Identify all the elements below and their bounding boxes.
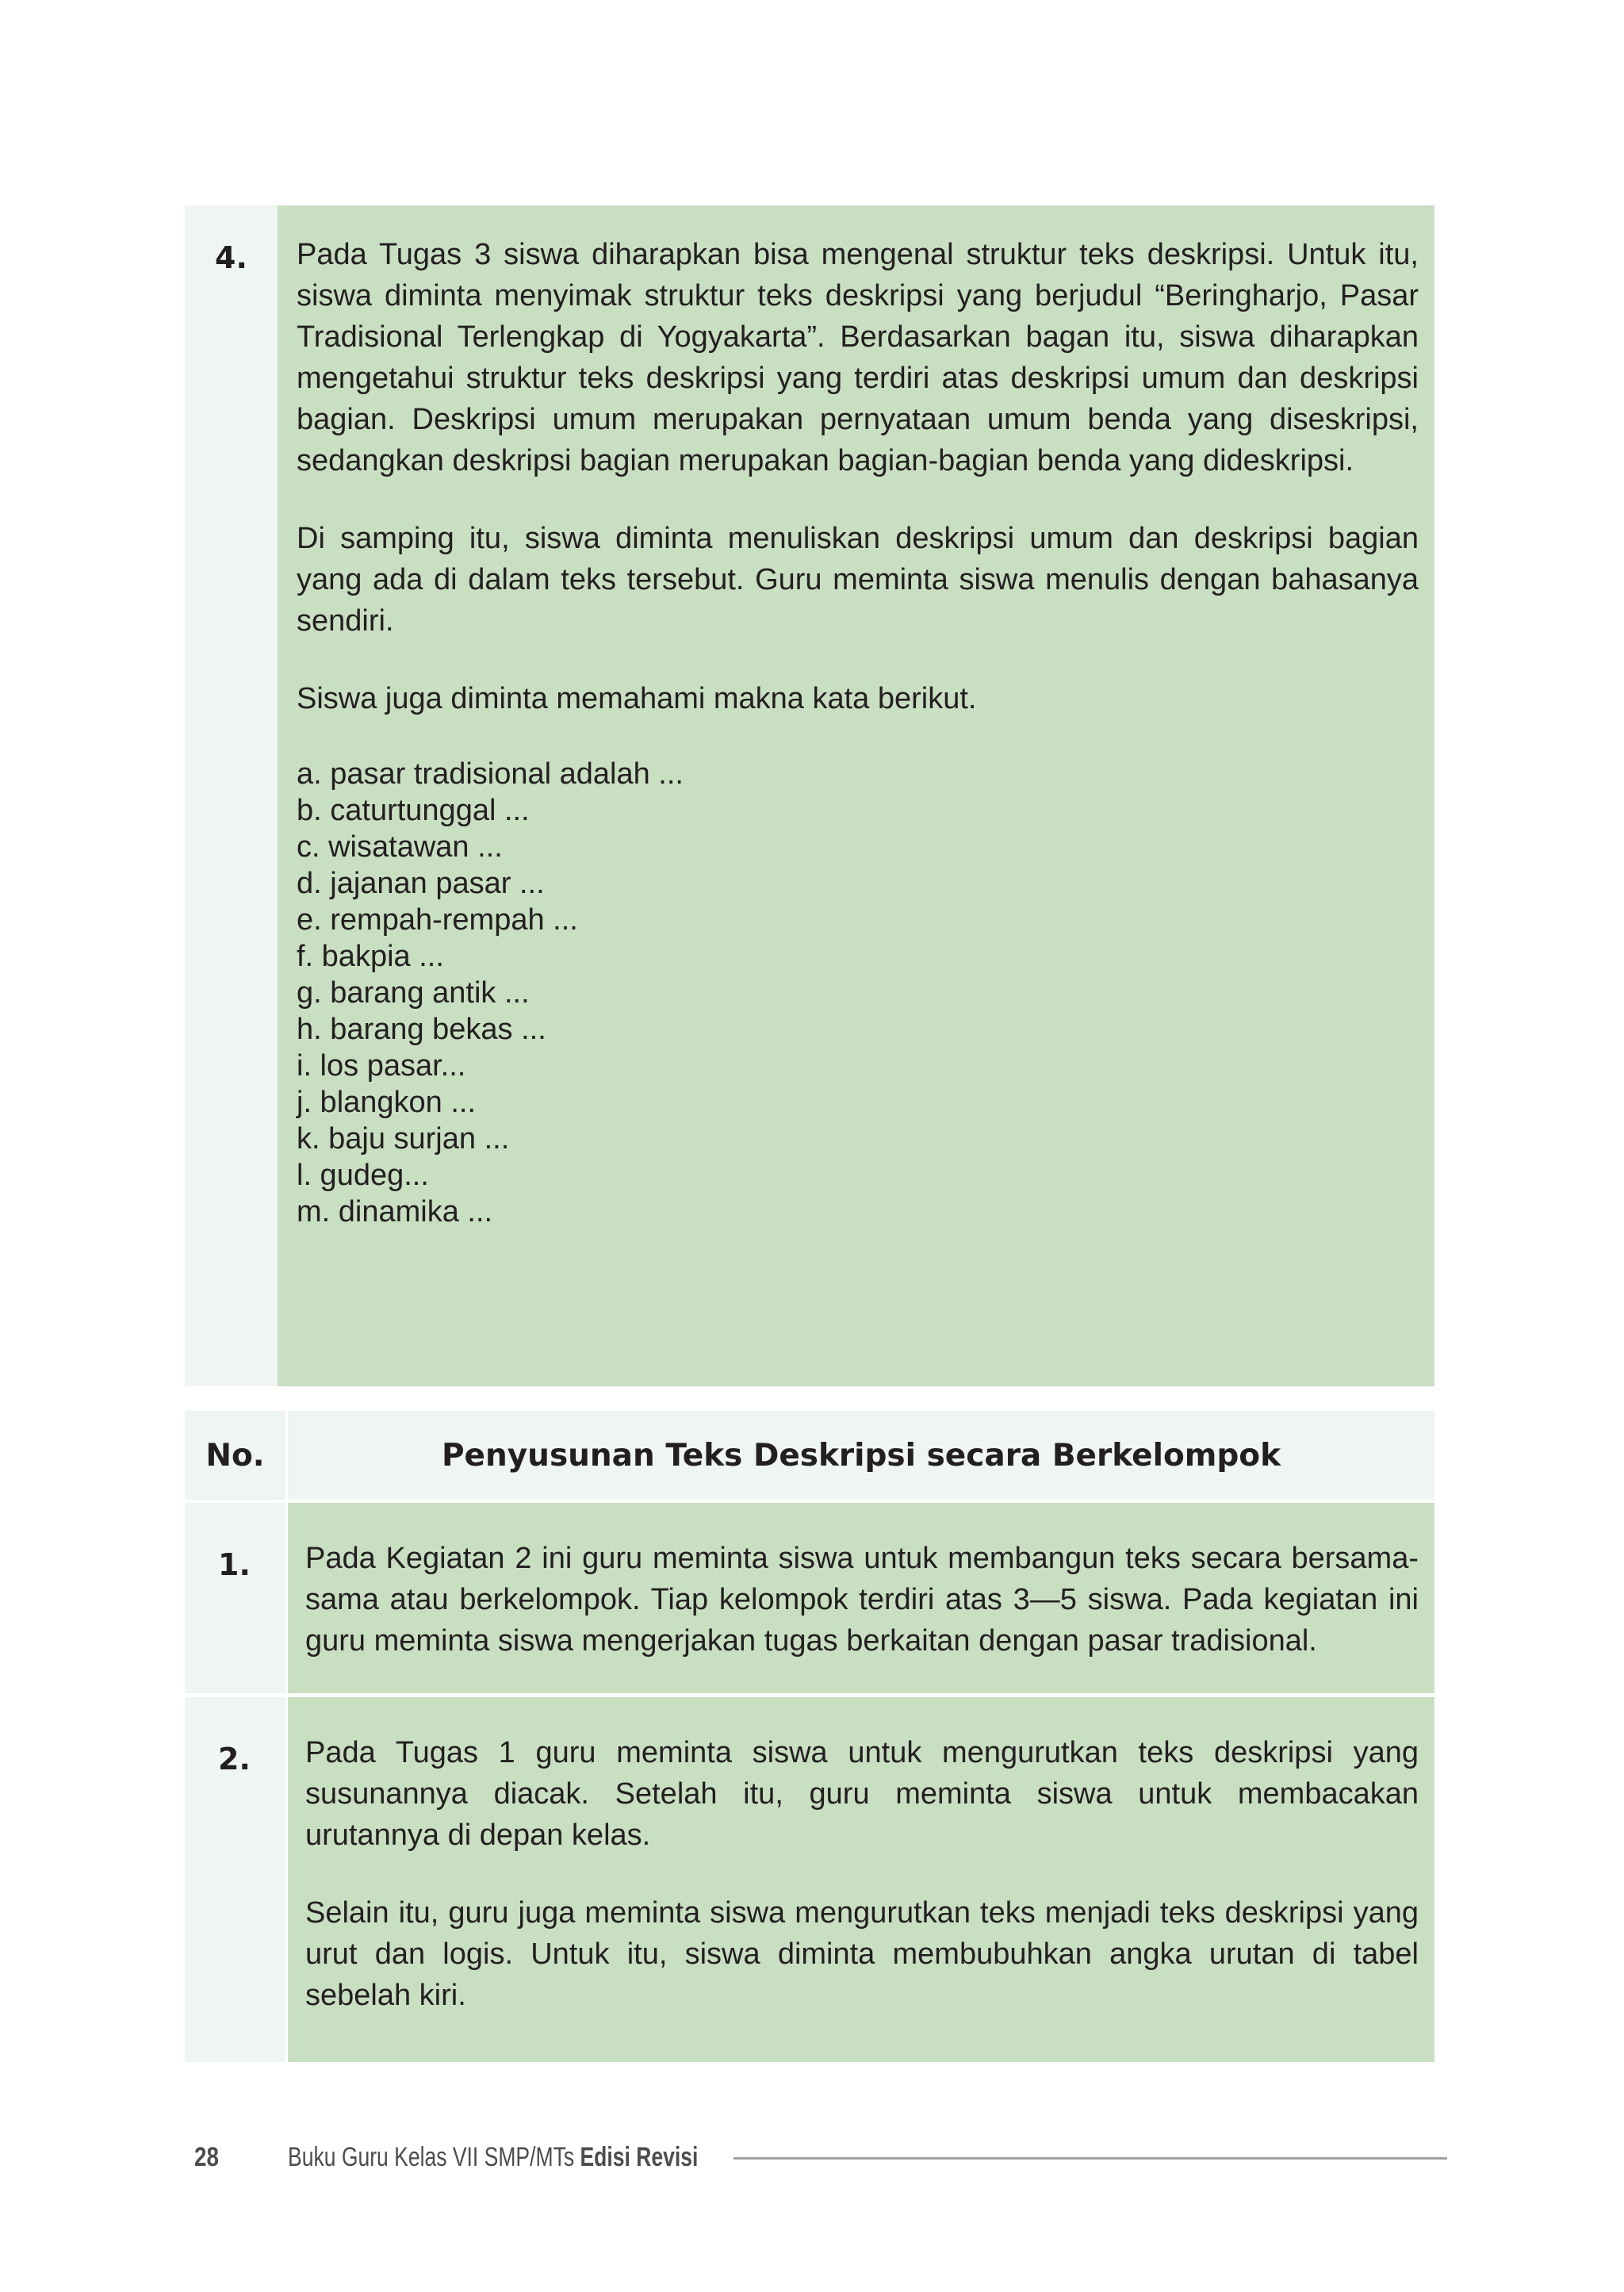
section-4-number: 4. bbox=[215, 240, 247, 275]
vocabulary-item: b. caturtunggal ... bbox=[297, 794, 530, 827]
row-paragraph: Pada Tugas 1 guru meminta siswa untuk mengurutkan teks deskripsi yang susunannya diacak. Setelah itu, guru meminta siswa untuk membacakan urutannya di depan kelas. bbox=[305, 1736, 1419, 1852]
section-4-number-cell bbox=[185, 205, 278, 1386]
page-footer bbox=[194, 2141, 1447, 2173]
vocabulary-item: c. wisatawan ... bbox=[297, 830, 503, 864]
vocabulary-item: i. los pasar... bbox=[297, 1049, 466, 1083]
vocabulary-item: j. blangkon ... bbox=[297, 1086, 477, 1119]
section-4-block bbox=[185, 205, 1434, 1386]
row-content bbox=[288, 1697, 1434, 2062]
footer-rule bbox=[733, 2157, 1447, 2160]
row-number-cell bbox=[185, 1503, 285, 1693]
section-4-paragraph-3: Siswa juga diminta memahami makna kata berikut. bbox=[297, 682, 977, 715]
vocabulary-item: h. barang bekas ... bbox=[297, 1013, 546, 1046]
vocabulary-item: l. gudeg... bbox=[297, 1159, 429, 1192]
table-row bbox=[185, 1697, 1434, 2062]
vocabulary-item: k. baju surjan ... bbox=[297, 1122, 510, 1156]
vocabulary-item: d. jajanan pasar ... bbox=[297, 867, 545, 900]
vocabulary-item: m. dinamika ... bbox=[297, 1195, 493, 1228]
table-header bbox=[185, 1411, 1434, 1500]
row-content bbox=[288, 1503, 1434, 1693]
vocabulary-list bbox=[297, 756, 1419, 1230]
row-number-cell bbox=[185, 1697, 285, 2062]
section-4-content bbox=[278, 205, 1434, 1386]
vocabulary-item: f. bakpia ... bbox=[297, 940, 444, 973]
book-title bbox=[288, 2141, 699, 2173]
book-title-text: Buku Guru Kelas VII SMP/MTs bbox=[288, 2141, 575, 2172]
book-edition: Edisi Revisi bbox=[580, 2141, 699, 2172]
row-paragraph: Selain itu, guru juga meminta siswa mengurutkan teks menjadi teks deskripsi yang urut dan logis. Untuk itu, siswa diminta membubuhkan angka urutan di tabel sebelah kiri. bbox=[305, 1896, 1419, 2012]
vocabulary-item: g. barang antik ... bbox=[297, 976, 530, 1010]
section-4-paragraph-2: Di samping itu, siswa diminta menuliskan deskripsi umum dan deskripsi bagian yang ada di dalam teks tersebut. Guru meminta siswa menulis dengan bahasanya sendiri. bbox=[297, 522, 1419, 638]
page-number: 28 bbox=[194, 2141, 220, 2172]
vocabulary-item: e. rempah-rempah ... bbox=[297, 903, 578, 937]
row-number: 2. bbox=[218, 1742, 251, 1776]
row-number: 1. bbox=[218, 1547, 251, 1582]
section-4-paragraph-1: Pada Tugas 3 siswa diharapkan bisa mengenal struktur teks deskripsi. Untuk itu, siswa diminta menyimak struktur teks deskripsi yang berjudul “Beringharjo, Pasar Tradisional Terlengkap di Yogyakarta”. Berdasarkan bagan itu, siswa diharapkan mengetahui struktur teks deskripsi yang terdiri atas deskripsi umum dan deskripsi bagian. Deskripsi umum merupakan pernyataan umum benda yang diseskripsi, sedangkan deskripsi bagian merupakan bagian-bagian benda yang dideskripsi. bbox=[297, 238, 1419, 477]
vocabulary-item: a. pasar tradisional adalah ... bbox=[297, 757, 684, 791]
header-title: Penyusunan Teks Deskripsi secara Berkelompok bbox=[441, 1437, 1281, 1474]
header-no-cell bbox=[185, 1411, 285, 1500]
header-no: No. bbox=[205, 1437, 265, 1474]
row-paragraph: Pada Kegiatan 2 ini guru meminta siswa untuk membangun teks secara bersama-sama atau berkelompok. Tiap kelompok terdiri atas 3—5 siswa. Pada kegiatan ini guru meminta siswa mengerjakan tugas berkaitan dengan pasar tradisional. bbox=[305, 1542, 1419, 1658]
table-row bbox=[185, 1503, 1434, 1693]
header-title-cell bbox=[288, 1411, 1434, 1500]
